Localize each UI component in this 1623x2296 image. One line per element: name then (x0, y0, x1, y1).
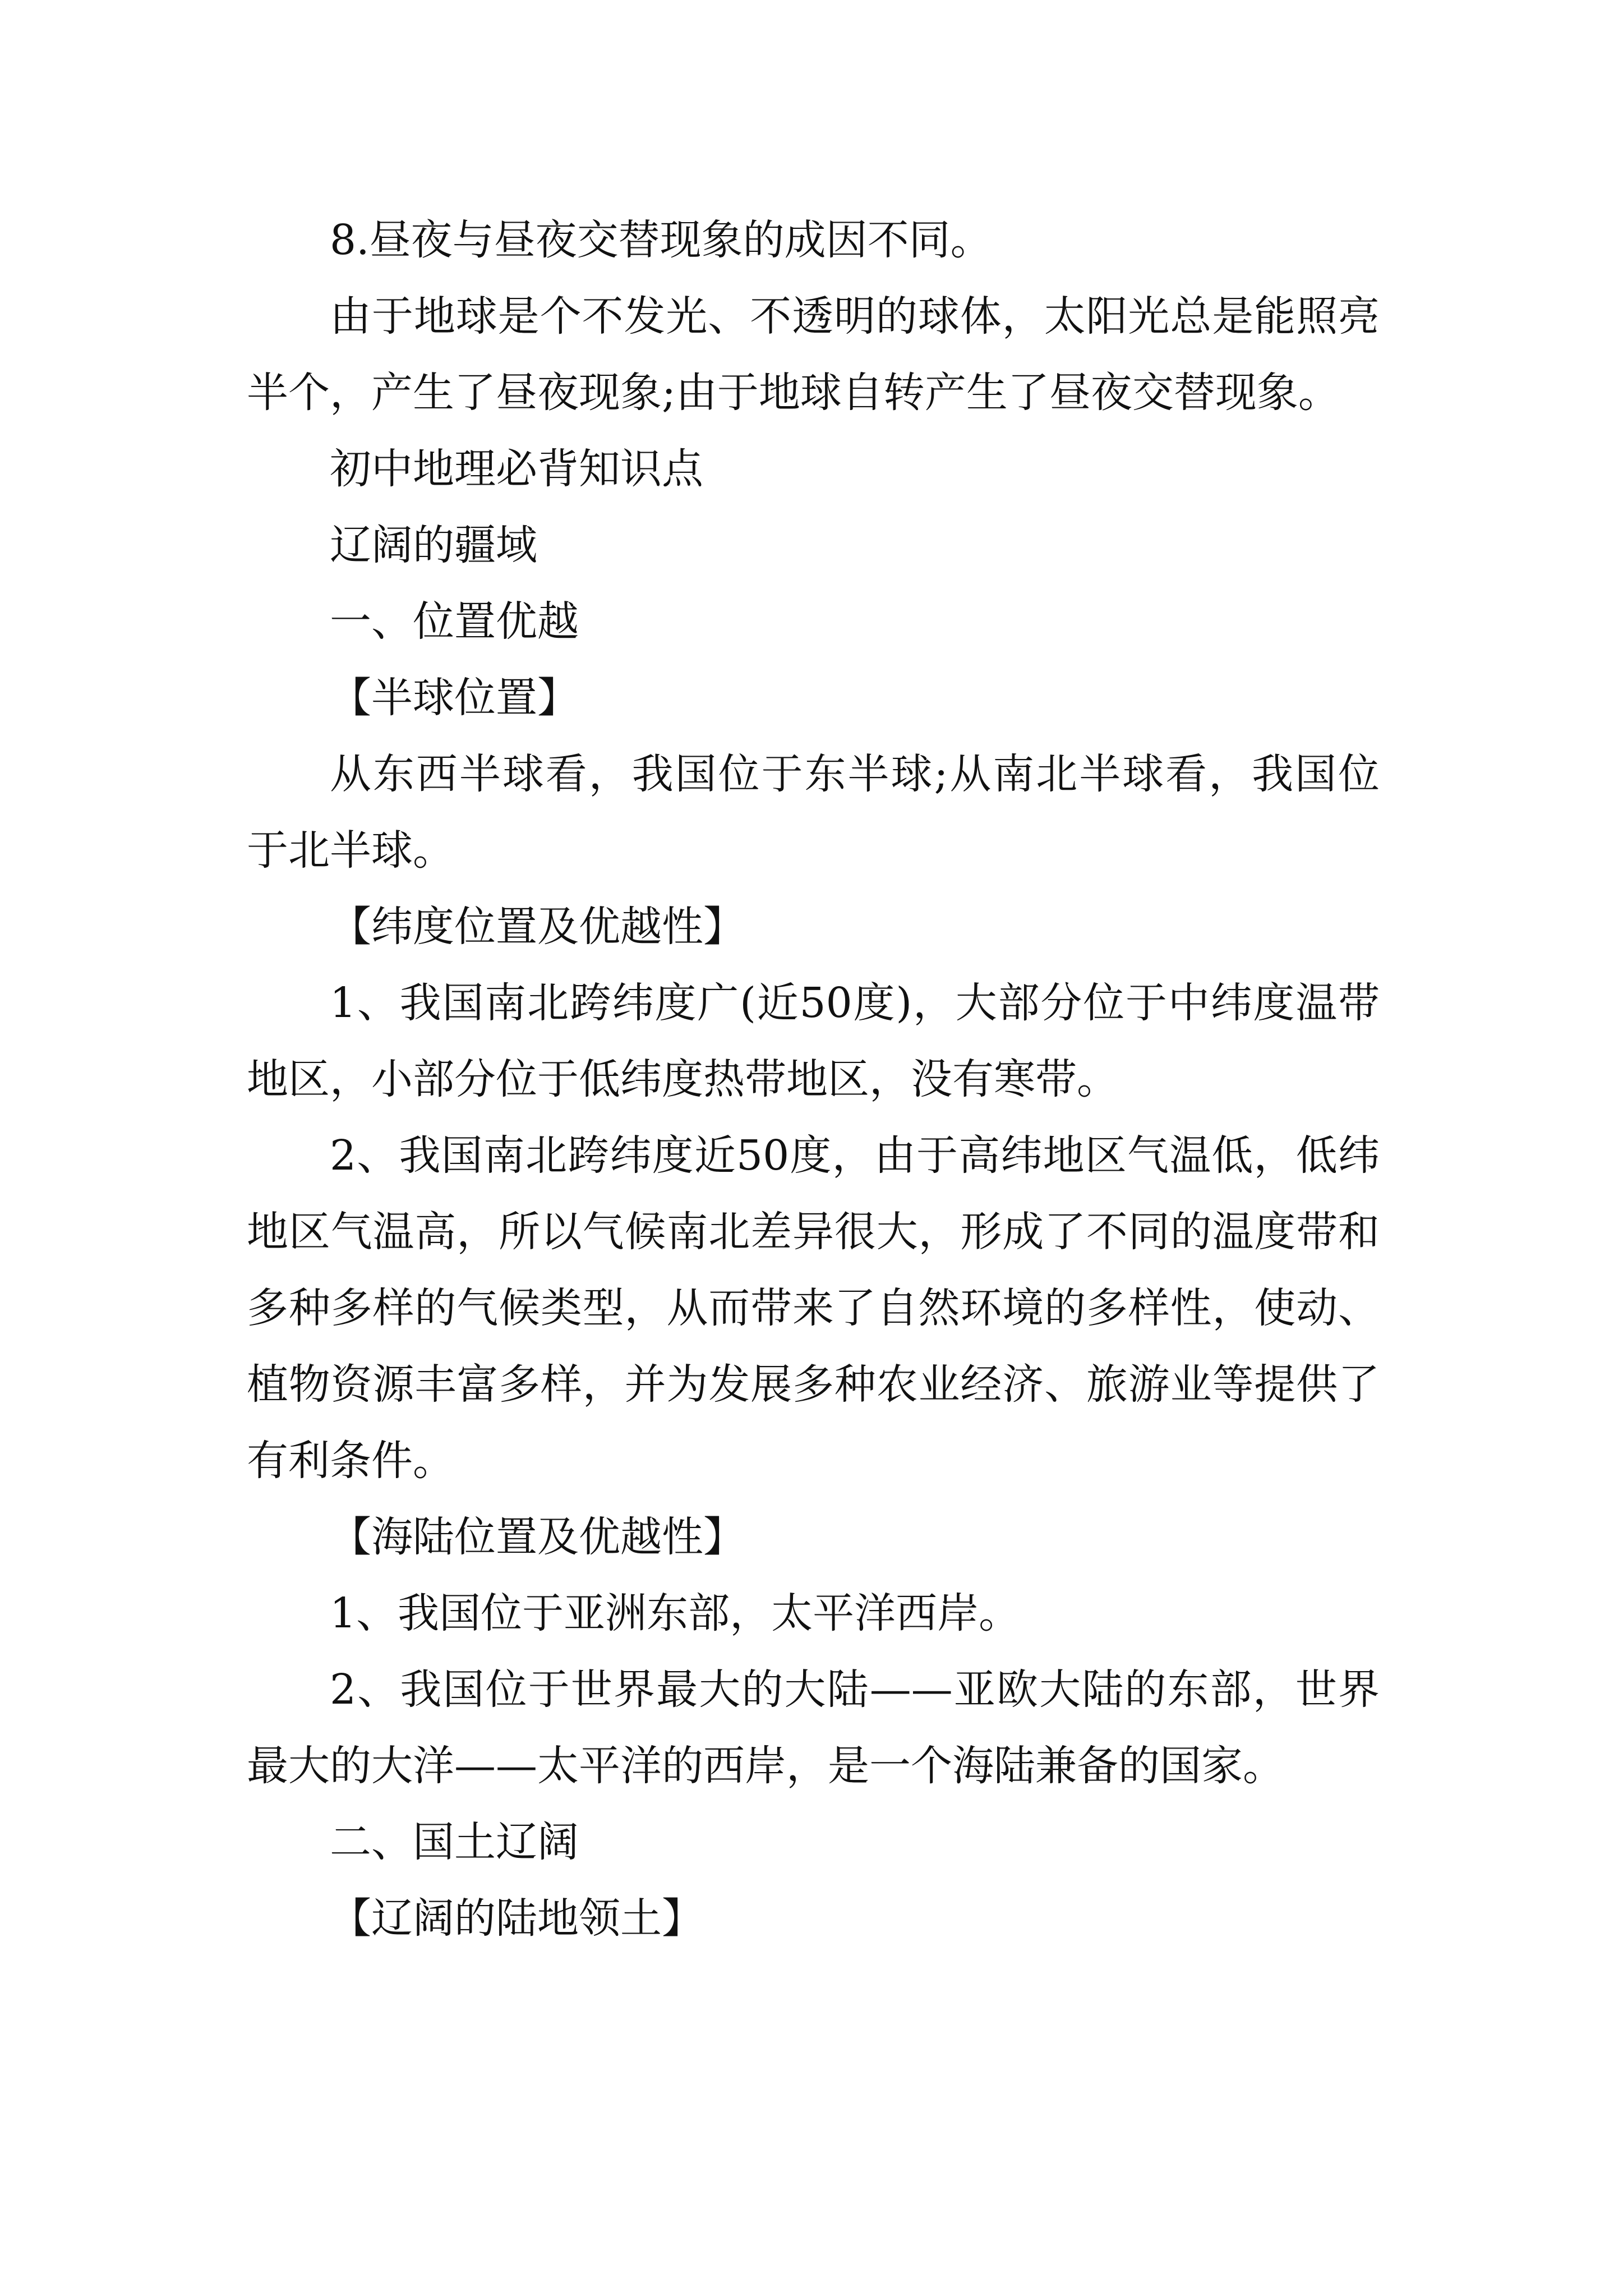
heading-location-advantage: 一、位置优越 (330, 597, 579, 646)
subheading-latitude-position: 【纬度位置及优越性】 (330, 903, 745, 951)
heading-vast-territory: 二、国土辽阔 (330, 1818, 579, 1866)
document-body (247, 202, 1380, 1957)
paragraph-latitude-1: 1、我国南北跨纬度广(近50度)，大部分位于中纬度温带地区，小部分位于低纬度热带地区，没有寒带。 (247, 979, 1380, 1103)
paragraph-cause-heading: 8.昼夜与昼夜交替现象的成因不同。 (330, 216, 992, 264)
section-title-territory: 辽阔的疆域 (330, 521, 537, 569)
subheading-hemisphere-position: 【半球位置】 (330, 674, 579, 722)
paragraph-sea-land-2: 2、我国位于世界最大的大陆——亚欧大陆的东部，世界最大的大洋——太平洋的西岸，是一个海陆兼备的国家。 (247, 1665, 1380, 1790)
section-title-knowledge-points: 初中地理必背知识点 (330, 445, 703, 493)
paragraph-hemisphere: 从东西半球看，我国位于东半球;从南北半球看，我国位于北半球。 (247, 750, 1380, 875)
subheading-land-territory: 【辽阔的陆地领土】 (330, 1894, 703, 1943)
paragraph-day-night-explanation: 由于地球是个不发光、不透明的球体，太阳光总是能照亮半个，产生了昼夜现象;由于地球自转产生了昼夜交替现象。 (247, 292, 1380, 417)
subheading-sea-land-position: 【海陆位置及优越性】 (330, 1513, 745, 1561)
paragraph-latitude-2: 2、我国南北跨纬度近50度，由于高纬地区气温低，低纬地区气温高，所以气候南北差异很大，形成了不同的温度带和多种多样的气候类型，从而带来了自然环境的多样性，使动、植物资源丰富多样，并为发展多种农业经济、旅游业等提供了有利条件。 (247, 1131, 1380, 1485)
paragraph-sea-land-1: 1、我国位于亚洲东部，太平洋西岸。 (330, 1589, 1021, 1637)
